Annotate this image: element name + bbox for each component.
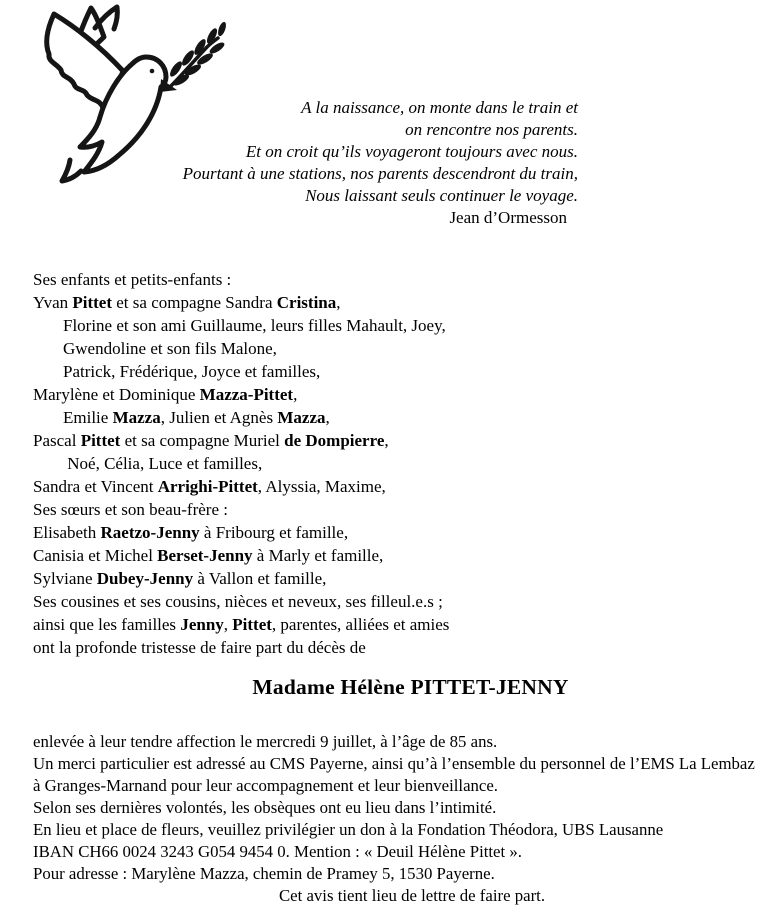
bold-family-name: Dubey-Jenny	[96, 569, 194, 588]
notice-block	[33, 731, 776, 907]
text-line	[33, 314, 449, 337]
bold-family-name: Pittet	[232, 615, 272, 634]
text-line: IBAN CH66 0024 3243 G054 9454 0. Mention : « Deuil Hélène Pittet ».	[33, 842, 522, 861]
closing-line: Cet avis tient lieu de lettre de faire part.	[278, 886, 546, 905]
bold-family-name: Mazza-Pittet	[199, 385, 294, 404]
text-line: Un merci particulier est adressé au CMS Payerne, ainsi qu’à l’ensemble du personnel de l’EMS La Lembaz	[33, 754, 755, 773]
text-line: Pour adresse : Marylène Mazza, chemin de Pramey 5, 1530 Payerne.	[33, 864, 495, 883]
text-line: En lieu et place de fleurs, veuillez privilégier un don à la Fondation Théodora, UBS Lausanne	[33, 820, 664, 839]
quote-block	[183, 97, 578, 229]
text-line: Nous laissant seuls continuer le voyage.	[305, 186, 578, 205]
text-line: on rencontre nos parents.	[405, 120, 578, 139]
text-segment: ,	[223, 615, 233, 634]
text-segment: à Vallon et famille,	[193, 569, 327, 588]
text-line	[33, 383, 449, 406]
text-segment: Yvan	[33, 293, 73, 312]
text-line	[33, 268, 449, 291]
text-segment: , parentes, alliées et amies	[271, 615, 450, 634]
quote-attribution: Jean d’Ormesson	[449, 208, 567, 227]
bold-family-name: Mazza	[277, 408, 326, 427]
text-segment: ,	[336, 293, 341, 312]
text-segment: Sylviane	[33, 569, 97, 588]
text-segment: Sandra et Vincent	[33, 477, 158, 496]
text-segment: Gwendoline et son fils Malone,	[63, 339, 277, 358]
text-segment: Ses cousines et ses cousins, nièces et neveux, ses filleul.e.s ;	[33, 592, 443, 611]
text-line	[33, 360, 449, 383]
text-line	[33, 291, 449, 314]
text-line	[33, 613, 449, 636]
text-line: à Granges-Marnand pour leur accompagnement et leur bienveillance.	[33, 776, 499, 795]
text-line	[33, 567, 449, 590]
deceased-name-title: Madame Hélène PITTET-JENNY	[252, 675, 569, 699]
text-line	[33, 452, 449, 475]
text-segment: Elisabeth	[33, 523, 101, 542]
text-segment: ,	[325, 408, 330, 427]
text-line	[33, 521, 449, 544]
text-line	[33, 429, 449, 452]
text-segment: Ses sœurs et son beau-frère :	[33, 500, 228, 519]
bold-family-name: Berset-Jenny	[157, 546, 253, 565]
bold-family-name: Pittet	[80, 431, 121, 450]
text-line	[33, 636, 449, 659]
text-line	[33, 475, 449, 498]
text-line	[33, 406, 449, 429]
text-segment: ainsi que les familles	[33, 615, 181, 634]
text-line	[33, 590, 449, 613]
bold-family-name: Pittet	[72, 293, 113, 312]
text-segment: et sa compagne Muriel	[120, 431, 285, 450]
text-line	[33, 498, 449, 521]
text-segment: ont la profonde tristesse de faire part du décès de	[33, 638, 366, 657]
bold-family-name: Mazza	[112, 408, 161, 427]
bold-family-name: Arrighi-Pittet	[157, 477, 258, 496]
text-segment: Canisia et Michel	[33, 546, 158, 565]
text-segment: Pascal	[33, 431, 81, 450]
text-segment: Ses enfants et petits-enfants :	[33, 270, 232, 289]
text-segment: Patrick, Frédérique, Joyce et familles,	[63, 362, 321, 381]
text-line: A la naissance, on monte dans le train et	[301, 98, 578, 117]
text-segment: Emilie	[63, 408, 113, 427]
notice-lines	[33, 731, 776, 885]
bold-family-name: Cristina	[276, 293, 337, 312]
bold-family-name: Raetzo-Jenny	[100, 523, 200, 542]
text-line	[33, 544, 449, 567]
text-line: Et on croit qu’ils voyageront toujours avec nous.	[245, 142, 578, 161]
text-segment: Marylène et Dominique	[33, 385, 200, 404]
bold-family-name: Jenny	[180, 615, 224, 634]
text-segment: ,	[384, 431, 389, 450]
text-segment: ,	[293, 385, 298, 404]
text-line	[33, 337, 449, 360]
text-line: Pourtant à une stations, nos parents descendront du train,	[182, 164, 578, 183]
text-segment: et sa compagne Sandra	[112, 293, 277, 312]
bold-family-name: de Dompierre	[284, 431, 385, 450]
text-segment: , Alyssia, Maxime,	[257, 477, 386, 496]
text-segment: à Fribourg et famille,	[199, 523, 349, 542]
text-line: enlevée à leur tendre affection le mercredi 9 juillet, à l’âge de 85 ans.	[33, 732, 498, 751]
text-segment: , Julien et Agnès	[160, 408, 278, 427]
text-segment: à Marly et famille,	[252, 546, 384, 565]
text-segment: Noé, Célia, Luce et familles,	[63, 454, 263, 473]
quote-lines	[183, 97, 578, 207]
text-segment: Florine et son ami Guillaume, leurs filles Mahault, Joey,	[63, 316, 446, 335]
family-list	[33, 268, 449, 659]
text-line: Selon ses dernières volontés, les obsèques ont eu lieu dans l’intimité.	[33, 798, 497, 817]
